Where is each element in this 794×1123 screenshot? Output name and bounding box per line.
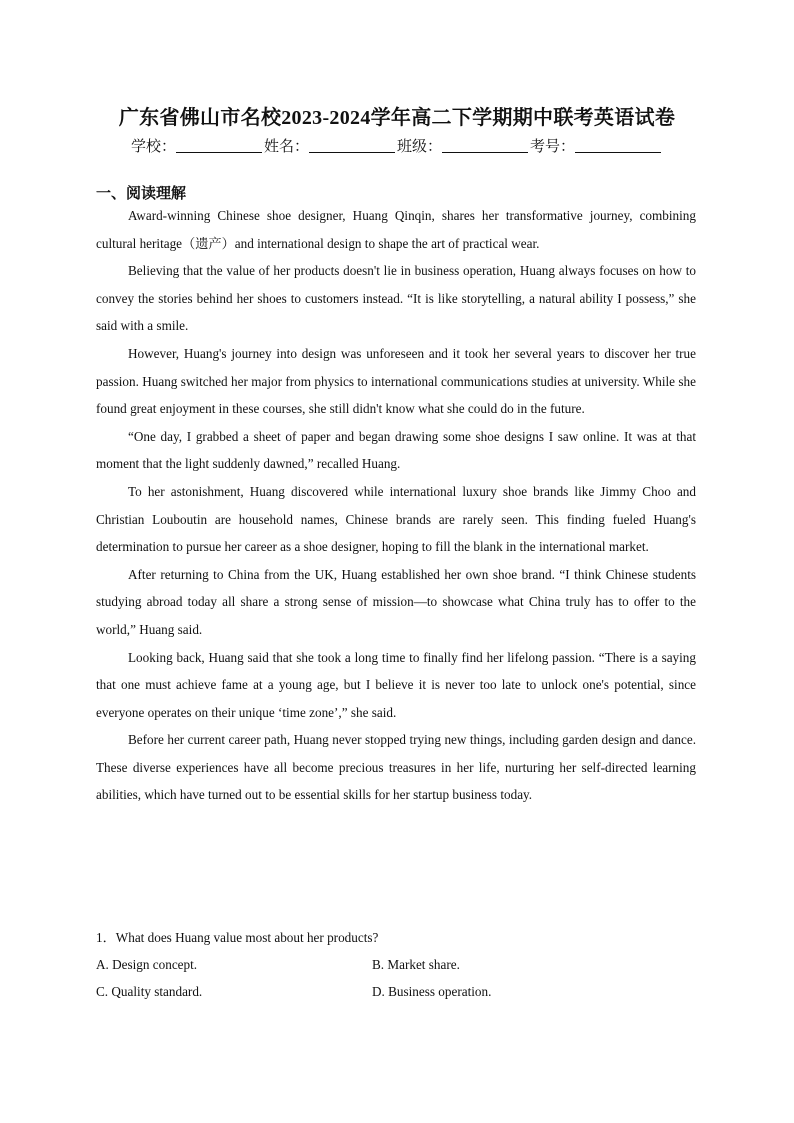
option-b[interactable]: B. Market share. bbox=[372, 957, 460, 972]
paragraph: Believing that the value of her products doesn't lie in business operation, Huang always focuses on how to convey the stories behind her shoes to customers instead. “It is like storytelling, a natural ability I possess,” she said with a smile. bbox=[96, 263, 696, 334]
name-label: 姓名： bbox=[263, 139, 309, 155]
paragraph: Before her current career path, Huang never stopped trying new things, including garden design and dance. These diverse experiences have all become precious treasures in her life, nurturing her self-directed learning abilities, which have turned out to be essential skills for her startup business today. bbox=[96, 732, 696, 803]
exam-number-blank[interactable] bbox=[575, 139, 661, 153]
name-field bbox=[264, 135, 397, 156]
student-info-fields bbox=[0, 135, 794, 156]
name-blank[interactable] bbox=[309, 139, 395, 153]
school-blank[interactable] bbox=[176, 139, 262, 153]
class-label: 班级： bbox=[397, 139, 443, 155]
section-heading: 一、阅读理解 bbox=[96, 186, 187, 202]
exam-number-field bbox=[530, 135, 663, 156]
paragraph: To her astonishment, Huang discovered while international luxury shoe brands like Jimmy Choo and Christian Louboutin are household names, Chinese brands are rarely seen. This finding fueled Huang's determination to pursue her career as a shoe designer, hoping to fill the blank in the international market. bbox=[96, 483, 696, 555]
option-d[interactable]: D. Business operation. bbox=[372, 984, 492, 999]
exam-number-label: 考号： bbox=[530, 139, 576, 155]
exam-title: 广东省佛山市名校2023-2024学年高二下学期期中联考英语试卷 bbox=[118, 107, 676, 129]
class-field bbox=[397, 135, 530, 156]
question-1-stem: 1．What does Huang value most about her products? bbox=[96, 930, 379, 945]
reading-passage bbox=[96, 202, 696, 809]
class-blank[interactable] bbox=[442, 139, 528, 153]
school-label: 学校： bbox=[130, 139, 176, 155]
school-field bbox=[131, 135, 264, 156]
paragraph: “One day, I grabbed a sheet of paper and began drawing some shoe designs I saw online. It was at that moment that the light suddenly dawned,” recalled Huang. bbox=[96, 428, 696, 472]
option-c[interactable]: C. Quality standard. bbox=[96, 984, 203, 999]
paragraph: After returning to China from the UK, Huang established her own shoe brand. “I think Chinese students studying abroad today all share a strong sense of mission—to showcase what China truly has to offer to the world,” Huang said. bbox=[96, 566, 696, 637]
paragraph: However, Huang's journey into design was unforeseen and it took her several years to discover her true passion. Huang switched her major from physics to international communications studies at university. While she found great enjoyment in these courses, she still didn't know what she could do in the future. bbox=[96, 345, 696, 417]
paragraph: Looking back, Huang said that she took a long time to finally find her lifelong passion. “There is a saying that one must achieve fame at a young age, but I believe it is never too late to unlock one's potential, since everyone operates on their unique ‘time zone’,” she said. bbox=[96, 649, 696, 720]
paragraph: Award-winning Chinese shoe designer, Huang Qinqin, shares her transformative journey, combining cultural heritage（遗产）and international design to shape the art of practical wear. bbox=[96, 208, 696, 251]
option-a[interactable]: A. Design concept. bbox=[96, 957, 198, 972]
